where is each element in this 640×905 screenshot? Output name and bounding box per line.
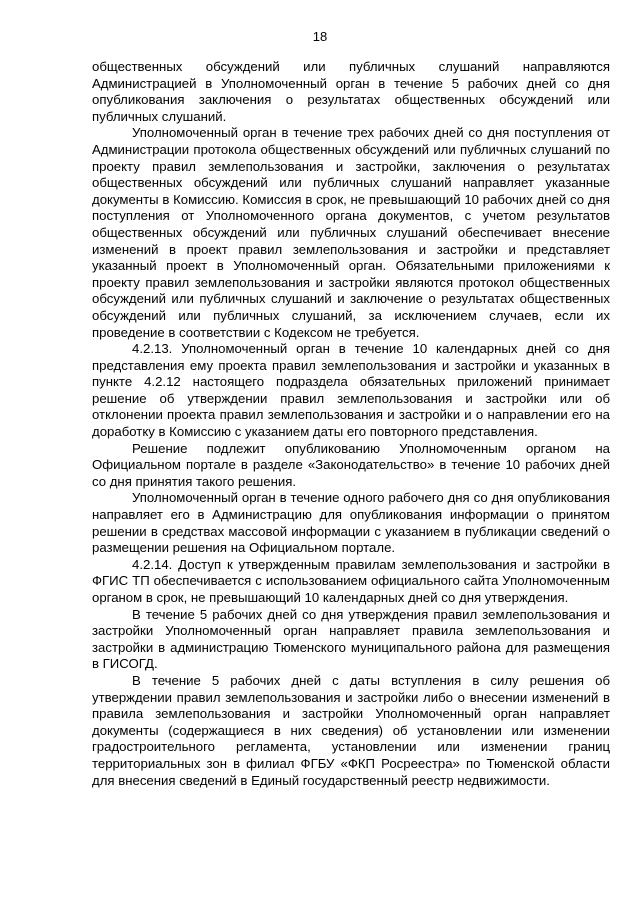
paragraph-4-2-14: 4.2.14. Доступ к утвержденным правилам землепользования и застройки в ФГИС ТП обеспечивается с использованием официального сайта Уполномоченным органом в срок, не превышающий 10 календарных дней со дня утверждения. <box>92 556 610 605</box>
paragraph-gisogd: В течение 5 рабочих дней со дня утверждения правил землепользования и застройки Уполномоченный орган направляет правила землепользования и застройки в администрацию Тюменского муниципального района для размещения в ГИСОГД. <box>92 606 610 672</box>
paragraph-rosreestr: В течение 5 рабочих дней с даты вступления в силу решения об утверждении правил землепользования и застройки либо о внесении изменений в правила землепользования и застройки Уполномоченный орган направляет документы (содержащиеся в них сведения) об установлении или изменении градостроительного регламента, установлении или изменении границ территориальных зон в филиал ФГБУ «ФКП Росреестра» по Тюменской области для внесения сведений в Единый государственный реестр недвижимости. <box>92 672 610 788</box>
paragraph-decision-publication: Решение подлежит опубликованию Уполномоченным органом на Официальном портале в разделе «Законодательство» в течение 10 рабочих дней со дня принятия такого решения. <box>92 440 610 489</box>
document-body <box>92 59 610 789</box>
paragraph-media-information: Уполномоченный орган в течение одного рабочего дня со дня опубликования направляет его в Администрацию для опубликования информации о принятом решении в средствах массовой информации с указанием в публикации сведений о размещении решения на Официальном портале. <box>92 490 610 556</box>
paragraph-4-2-13: 4.2.13. Уполномоченный орган в течение 10 календарных дней со дня представления ему проекта правил землепользования и застройки и указанных в пункте 4.2.12 настоящего подраздела обязательных приложений принимает решение об утверждении правил землепользования и застройки или об отклонении проекта правил землепользования и застройки и о направлении его на доработку в Комиссию с указанием даты его повторного представления. <box>92 341 610 440</box>
paragraph-commission-review: Уполномоченный орган в течение трех рабочих дней со дня поступления от Администрации протокола общественных обсуждений или публичных слушаний по проекту правил землепользования и застройки, заключения о результатах общественных обсуждений или публичных слушаний направляет указанные документы в Комиссию. Комиссия в срок, не превышающий 10 рабочих дней со дня поступления от Уполномоченного органа документов, с учетом результатов общественных обсуждений или публичных слушаний обеспечивает внесение изменений в проект правил землепользования и застройки и представляет указанный проект в Уполномоченный орган. Обязательными приложениями к проекту правил землепользования и застройки являются протокол общественных обсуждений или публичных слушаний и заключение о результатах общественных обсуждений или публичных слушаний, за исключением случаев, если их проведение в соответствии с Кодексом не требуется. <box>92 125 610 340</box>
page-number: 18 <box>312 29 328 44</box>
paragraph-continuation: общественных обсуждений или публичных слушаний направляются Администрацией в Уполномоченный орган в течение 5 рабочих дней со дня опубликования заключения о результатах общественных обсуждений или публичных слушаний. <box>92 59 610 124</box>
